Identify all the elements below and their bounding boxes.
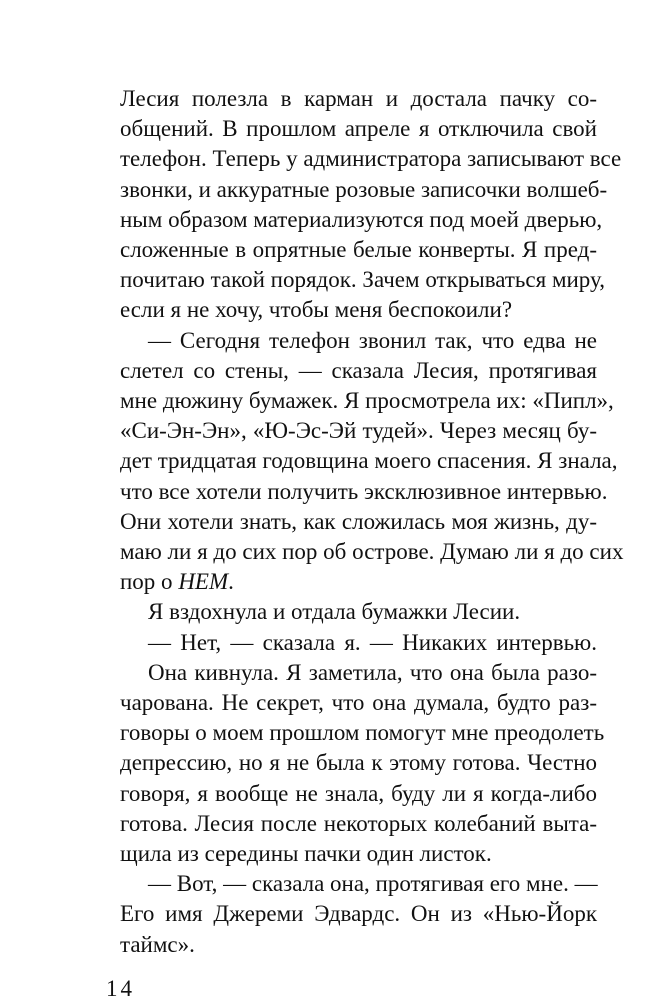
- text-line: Они хотели знать, как сложилась моя жизнь, ду-: [120, 508, 597, 534]
- text-line: слетел со стены, — сказала Лесия, протягивая: [120, 357, 597, 383]
- text-line: говоры о моем прошлом помогут мне преодолеть: [120, 720, 605, 746]
- text-line: таймс».: [120, 931, 195, 957]
- text-line: общений. В прошлом апреле я отключила свой: [120, 116, 597, 142]
- text-line: Она кивнула. Я заметила, что она была разо-: [148, 659, 597, 685]
- text-line: Его имя Джереми Эдвардс. Он из «Нью-Йорк: [120, 901, 597, 927]
- text-line: Лесия полезла в карман и достала пачку со-: [120, 86, 597, 111]
- text-line: если я не хочу, чтобы меня беспокоили?: [120, 297, 513, 323]
- text-line: — Вот, — сказала она, протягивая его мне. —: [148, 871, 598, 897]
- text-line: ным образом материализуются под моей дверью,: [120, 206, 603, 232]
- text-line: сложенные в опрятные белые конверты. Я пред-: [120, 237, 597, 262]
- text-line: мне дюжину бумажек. Я просмотрела их: «Пипл»,: [120, 388, 614, 413]
- text-line: щила из середины пачки один листок.: [120, 841, 492, 866]
- text-fragment: .: [228, 569, 234, 595]
- text-fragment: пор о: [120, 569, 179, 595]
- text-line: Я вздохнула и отдала бумажки Лесии.: [148, 599, 521, 625]
- text-line: чарована. Не секрет, что она думала, будто раз-: [120, 690, 597, 715]
- page-number: 14: [106, 975, 135, 1001]
- emphasized-word: НЕМ: [178, 569, 229, 595]
- text-line: маю ли я до сих пор об острове. Думаю ли я до сих: [120, 539, 624, 564]
- text-line: говоря, я вообще не знала, буду ли я когда-либо: [120, 780, 597, 806]
- text-line: — Нет, — сказала я. — Никаких интервью.: [148, 629, 597, 655]
- text-line: «Си-Эн-Эн», «Ю-Эс-Эй тудей». Через месяц бу-: [120, 418, 597, 444]
- text-line: [120, 567, 597, 597]
- text-line: звонки, и аккуратные розовые записочки волшеб-: [120, 176, 608, 202]
- text-line: — Сегодня телефон звонил так, что едва не: [148, 327, 597, 353]
- text-line: готова. Лесия после некоторых колебаний выта-: [120, 810, 597, 836]
- text-line: дет тридцатая годовщина моего спасения. Я знала,: [120, 448, 618, 474]
- text-line: почитаю такой порядок. Зачем открываться миру,: [120, 267, 605, 293]
- text-line: телефон. Теперь у администратора записывают все: [120, 146, 622, 172]
- text-line: депрессию, но я не была к этому готова. Честно: [120, 750, 597, 776]
- text-line: что все хотели получить эксклюзивное интервью.: [120, 478, 608, 504]
